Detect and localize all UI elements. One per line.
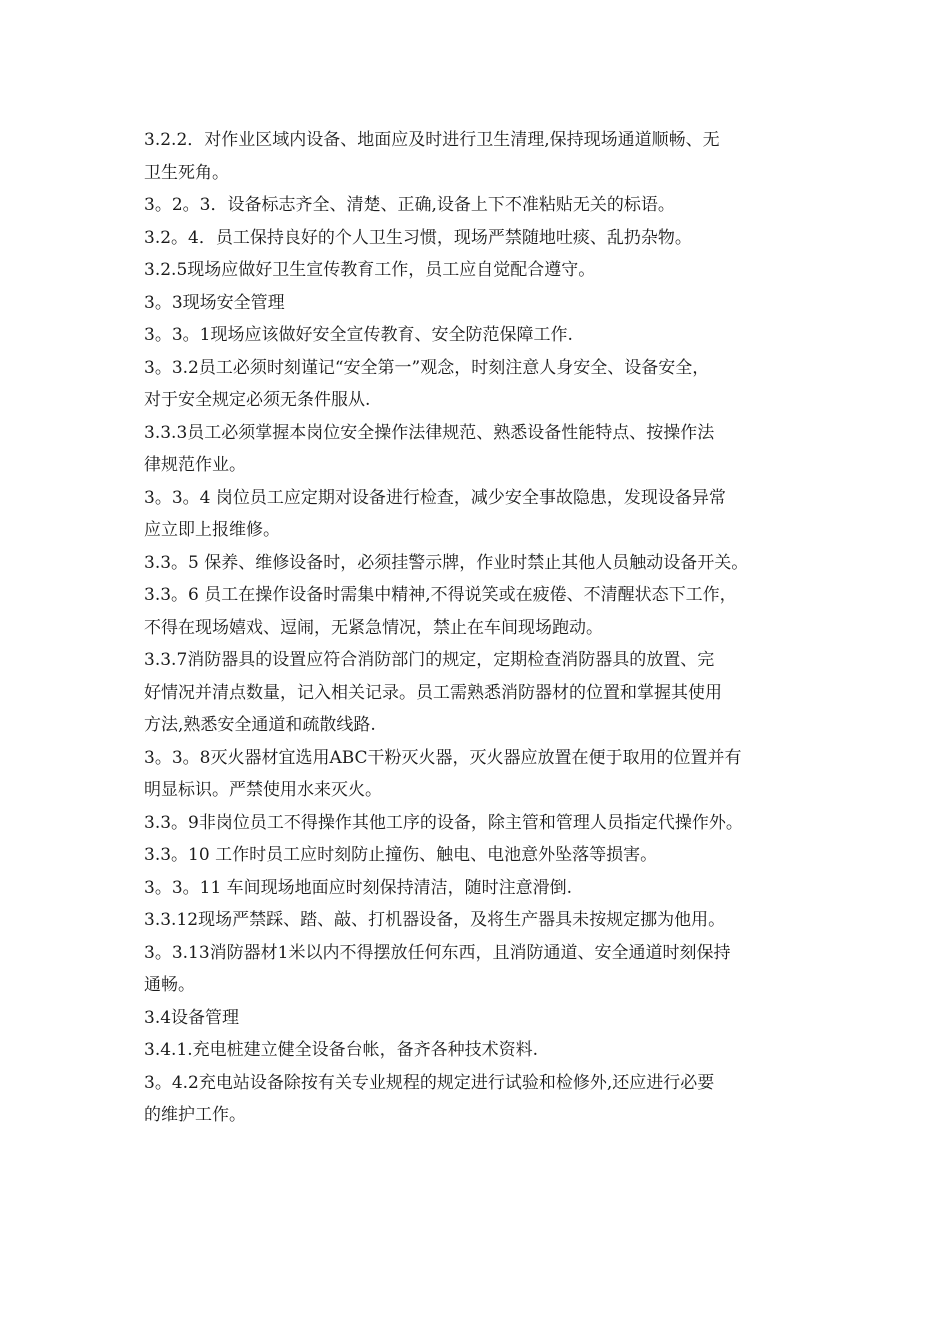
text-line: 明显标识。严禁使用水来灭火。: [144, 780, 382, 800]
text-line: 3.4设备管理: [144, 1007, 240, 1028]
paragraph: [144, 904, 844, 937]
text-line: 方法,熟悉安全通道和疏散线路.: [144, 715, 376, 735]
document-body: [144, 124, 844, 1132]
paragraph: [144, 287, 844, 320]
text-line: 卫生死角。: [144, 162, 229, 183]
paragraph: [144, 1002, 844, 1035]
paragraph: [144, 579, 844, 644]
text-line: 3.3。6 员工在操作设备时需集中精神,不得说笑或在疲倦、不清醒状态下工作，: [144, 585, 737, 605]
text-line: 应立即上报维修。: [144, 520, 280, 540]
text-line: 通畅。: [144, 975, 195, 995]
paragraph: [144, 254, 844, 287]
text-line: 3。3。8灭火器材宜选用ABC干粉灭火器，灭火器应放置在便于取用的位置并有: [144, 747, 742, 768]
text-line: 3。2。3．设备标志齐全、清楚、正确,设备上下不准粘贴无关的标语。: [144, 195, 675, 215]
text-line: 3。3现场安全管理: [144, 292, 285, 313]
text-line: 3.3。5 保养、维修设备时，必须挂警示牌，作业时禁止其他人员触动设备开关。: [144, 552, 749, 573]
text-line: 3。4.2充电站设备除按有关专业规程的规定进行试验和检修外,还应进行必要: [144, 1072, 715, 1093]
text-line: 3.4.1.充电桩建立健全设备台帐，备齐各种技术资料.: [144, 1040, 539, 1060]
paragraph: [144, 124, 844, 189]
paragraph: [144, 839, 844, 872]
text-line: 不得在现场嬉戏、逗闹，无紧急情况，禁止在车间现场跑动。: [144, 617, 603, 638]
text-line: 3.3.12现场严禁踩、踏、敲、打机器设备，及将生产器具未按规定挪为他用。: [144, 910, 726, 930]
text-line: 3。3。11 车间现场地面应时刻保持清洁，随时注意滑倒.: [144, 877, 573, 898]
paragraph: [144, 417, 844, 482]
text-line: 3.2.2．对作业区域内设备、地面应及时进行卫生清理,保持现场通道顺畅、无: [144, 130, 720, 150]
paragraph: [144, 742, 844, 807]
paragraph: [144, 937, 844, 1002]
paragraph: [144, 319, 844, 352]
text-line: 3.3.7消防器具的设置应符合消防部门的规定，定期检查消防器具的放置、完: [144, 650, 715, 670]
text-line: 3。3.2员工必须时刻谨记“安全第一”观念，时刻注意人身安全、设备安全，: [144, 357, 710, 378]
text-line: 3。3。1现场应该做好安全宣传教育、安全防范保障工作.: [144, 325, 573, 345]
paragraph: [144, 872, 844, 905]
text-line: 对于安全规定必须无条件服从.: [144, 390, 371, 410]
paragraph: [144, 807, 844, 840]
paragraph: [144, 482, 844, 547]
text-line: 3.3.3员工必须掌握本岗位安全操作法律规范、熟悉设备性能特点、按操作法: [144, 422, 715, 443]
paragraph: [144, 189, 844, 222]
text-line: 律规范作业。: [144, 455, 246, 475]
paragraph: [144, 547, 844, 580]
text-line: 3.3。9非岗位员工不得操作其他工序的设备，除主管和管理人员指定代操作外。: [144, 812, 743, 833]
paragraph: [144, 1067, 844, 1132]
paragraph: [144, 1034, 844, 1067]
paragraph: [144, 644, 844, 742]
text-line: 3.2。4．员工保持良好的个人卫生习惯，现场严禁随地吐痰、乱扔杂物。: [144, 227, 692, 248]
text-line: 3。3。4 岗位员工应定期对设备进行检查，减少安全事故隐患，发现设备异常: [144, 487, 726, 508]
paragraph: [144, 222, 844, 255]
text-line: 3.3。10 工作时员工应时刻防止撞伤、触电、电池意外坠落等损害。: [144, 845, 658, 865]
text-line: 好情况并清点数量，记入相关记录。员工需熟悉消防器材的位置和掌握其使用: [144, 682, 722, 703]
text-line: 3.2.5现场应做好卫生宣传教育工作，员工应自觉配合遵守。: [144, 260, 596, 280]
text-line: 3。3.13消防器材1米以内不得摆放任何东西，且消防通道、安全通道时刻保持: [144, 942, 731, 963]
paragraph: [144, 352, 844, 417]
text-line: 的维护工作。: [144, 1105, 246, 1125]
